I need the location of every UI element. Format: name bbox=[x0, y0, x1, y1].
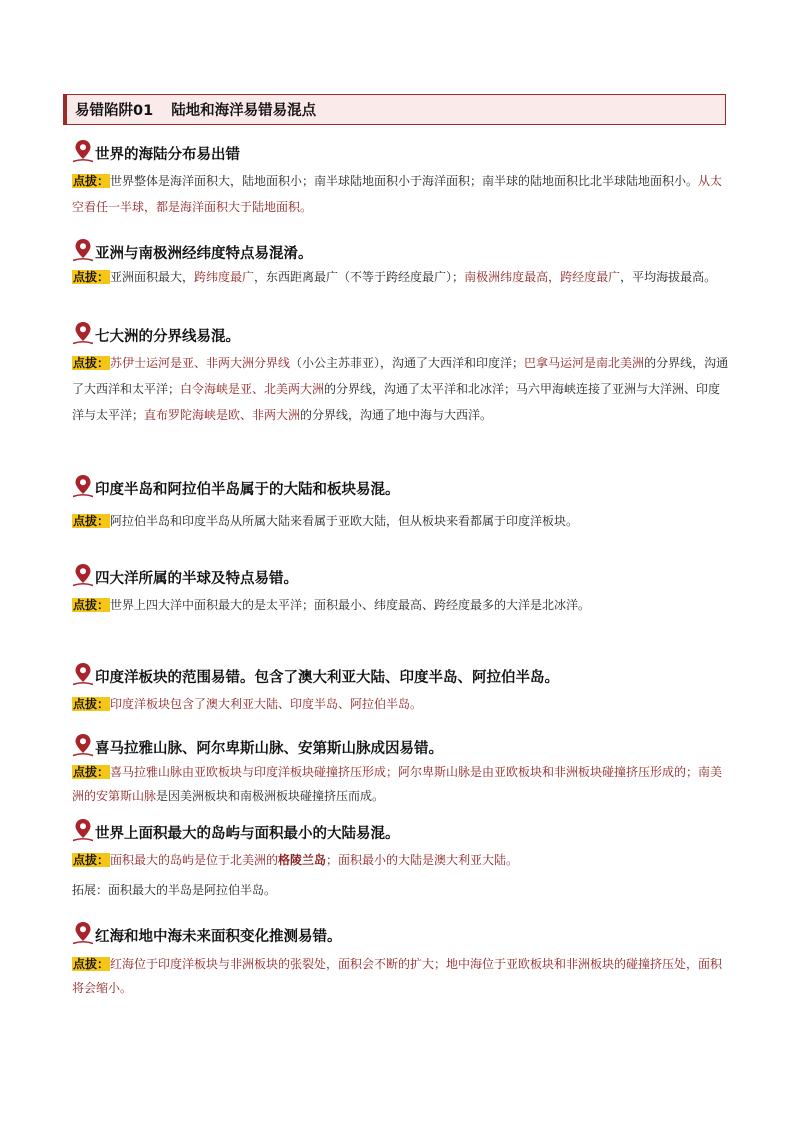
map-pin-icon bbox=[72, 138, 94, 164]
highlight-text: 南极洲纬度最高，跨经度最广 bbox=[464, 270, 621, 284]
highlight-text: 直布罗陀海峡是欧、非两大洲 bbox=[144, 408, 301, 422]
tip-label: 点拔： bbox=[73, 174, 110, 188]
tip-label: 点拔： bbox=[73, 356, 110, 370]
body-text: ，平均海拔最高。 bbox=[620, 270, 717, 284]
body-text: 的分界线，沟通了地中海与大西洋。 bbox=[300, 408, 493, 422]
section-red-sea-mediterranean bbox=[72, 920, 732, 1000]
tip-label: 点拔： bbox=[73, 598, 110, 612]
body-text: 世界上四大洋中面积最大的是太平洋；面积最小、纬度最高、跨经度最多的大洋是北冰洋。 bbox=[110, 598, 591, 612]
highlight-text: 红海位于印度洋板块与非洲板块的张裂处，面积会不断的扩大；地中海位于亚欧板块和非洲板块的碰撞挤压处，面积将会缩小。 bbox=[72, 957, 723, 995]
highlight-text: 安第斯山脉 bbox=[96, 789, 157, 803]
section-asia-antarctica bbox=[72, 237, 732, 288]
section-title: 世界上面积最大的岛屿与面积最小的大陆易混。 bbox=[95, 826, 400, 842]
tip-label: 点拔： bbox=[73, 270, 110, 284]
section-title: 世界的海陆分布易出错 bbox=[95, 147, 240, 163]
highlight-text: 巴拿马运河是南北美洲 bbox=[524, 356, 645, 370]
body-text: 阿拉伯半岛和印度半岛从所属大陆来看属于亚欧大陆，但从板块来看都属于印度洋板块。 bbox=[110, 514, 579, 528]
map-pin-icon bbox=[72, 473, 94, 499]
tip-label: 点拔： bbox=[73, 957, 110, 971]
highlight-text: ；面积最小的大陆是澳大利亚大陆。 bbox=[326, 853, 519, 867]
section-title: 七大洲的分界线易混。 bbox=[95, 329, 240, 345]
section-body bbox=[72, 760, 732, 808]
body-text: ，东西距离最广（不等于跨经度最广）； bbox=[254, 270, 465, 284]
body-text: （小公主苏菲亚），沟通了大西洋和印度洋； bbox=[290, 356, 525, 370]
map-pin-icon bbox=[72, 320, 94, 346]
section-peninsulas-plates bbox=[72, 473, 732, 534]
banner-tag: 易错陷阱01 bbox=[75, 103, 154, 119]
body-text: 的分界线，沟通了大西洋和太平洋； bbox=[72, 356, 729, 396]
tip-label: 点拔： bbox=[73, 697, 110, 711]
section-title: 印度半岛和阿拉伯半岛属于的大陆和板块易混。 bbox=[95, 482, 400, 498]
section-body bbox=[72, 267, 732, 288]
highlight-text: 喜马拉雅山脉由亚欧板块与印度洋板块碰撞挤压形成；阿尔卑斯山脉是由亚欧板块和非洲板块碰撞挤压形成的；南美洲的 bbox=[72, 765, 723, 803]
map-pin-icon bbox=[72, 661, 94, 687]
section-banner bbox=[63, 94, 726, 125]
section-mountain-formation bbox=[72, 732, 732, 808]
body-text: 的分界线，沟通了太平洋和北冰洋；马六甲海峡连接了亚洲与大洋洲、印度洋与太平洋； bbox=[72, 382, 721, 422]
body-text: 世界整体是海洋面积大，陆地面积小；南半球陆地面积小于海洋面积；南半球的陆地面积比北半球陆地面积小。 bbox=[110, 174, 699, 188]
highlight-text: 印度洋板块包含了澳大利亚大陆、印度半岛、阿拉伯半岛。 bbox=[110, 697, 423, 711]
highlight-text: 白令海峡是亚、北美两大洲 bbox=[180, 382, 325, 396]
section-title: 印度洋板块的范围易错。包含了澳大利亚大陆、印度半岛、阿拉伯半岛。 bbox=[95, 670, 559, 686]
map-pin-icon bbox=[72, 237, 94, 263]
section-sea-land-distribution bbox=[72, 138, 732, 220]
highlight-text: 格陵兰岛 bbox=[278, 853, 327, 867]
section-body bbox=[72, 350, 732, 428]
tip-label: 点拔： bbox=[73, 765, 110, 779]
section-island-continent bbox=[72, 817, 732, 903]
section-indian-plate bbox=[72, 661, 732, 717]
highlight-text: 从太空看任一半球，都是海洋面积大于陆地面积。 bbox=[72, 174, 723, 214]
map-pin-icon bbox=[72, 920, 94, 946]
body-text: 亚洲面积最大， bbox=[110, 270, 195, 284]
map-pin-icon bbox=[72, 732, 94, 758]
section-body bbox=[72, 847, 732, 873]
highlight-text: 面积最大的岛屿是位于北美洲的 bbox=[110, 853, 279, 867]
tip-label: 点拔： bbox=[73, 853, 110, 867]
highlight-text: 跨纬度最广 bbox=[194, 270, 255, 284]
section-four-oceans bbox=[72, 562, 732, 618]
extension-note: 拓展：面积最大的半岛是阿拉伯半岛。 bbox=[72, 883, 277, 897]
tip-label: 点拔： bbox=[73, 514, 110, 528]
section-continent-boundaries bbox=[72, 320, 732, 428]
section-title: 亚洲与南极洲经纬度特点易混淆。 bbox=[95, 246, 313, 262]
section-body bbox=[72, 592, 732, 618]
section-title: 四大洋所属的半球及特点易错。 bbox=[95, 571, 298, 587]
body-text: 是因美洲板块和南极洲板块碰撞挤压而成。 bbox=[156, 789, 385, 803]
section-body bbox=[72, 691, 732, 717]
section-title: 红海和地中海未来面积变化推测易错。 bbox=[95, 929, 342, 945]
section-body bbox=[72, 168, 732, 220]
section-body bbox=[72, 952, 732, 1000]
banner-title: 陆地和海洋易错易混点 bbox=[171, 103, 317, 119]
section-title: 喜马拉雅山脉、阿尔卑斯山脉、安第斯山脉成因易错。 bbox=[95, 741, 443, 757]
highlight-text: 苏伊士运河是亚、非两大洲分界线 bbox=[110, 356, 291, 370]
map-pin-icon bbox=[72, 562, 94, 588]
map-pin-icon bbox=[72, 817, 94, 843]
section-body bbox=[72, 508, 732, 534]
